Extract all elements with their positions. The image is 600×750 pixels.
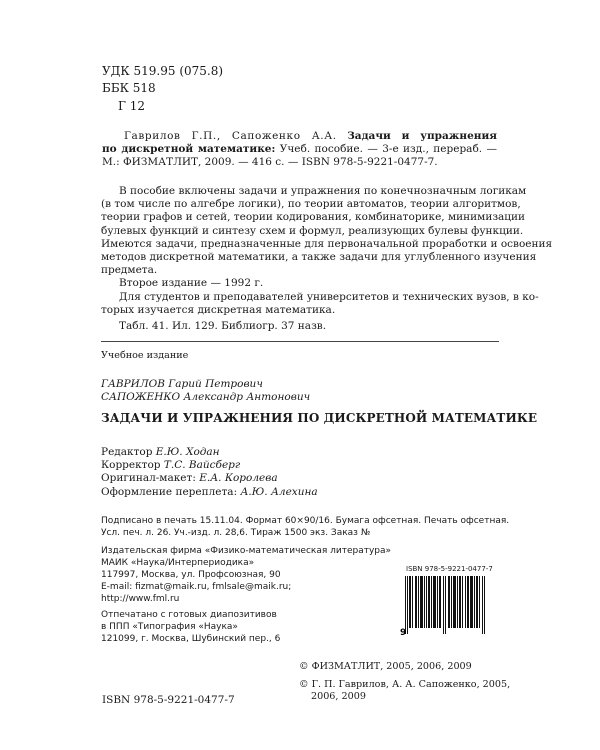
citation-title-2: по дискретной математике:: [102, 143, 276, 156]
author-2: [101, 391, 310, 404]
publisher-line: МАИК «Наука/Интерпериодика»: [101, 558, 255, 568]
abstract: [101, 185, 553, 333]
divider: [101, 341, 499, 342]
copyright-publisher: © ФИЗМАТЛИТ, 2005, 2006, 2009: [299, 661, 472, 672]
staff-row: Оригинал-макет: Е.А. Королева: [101, 472, 278, 485]
author-1-surname: ГАВРИЛОВ: [101, 378, 165, 390]
author-2-name: Александр Антонович: [183, 391, 311, 403]
print-line: Подписано в печать 15.11.04. Формат 60×90/16. Бумага офсетная. Печать офсетная.: [101, 516, 510, 526]
citation-rest-2: М.: ФИЗМАТЛИТ, 2009. — 416 с. — ISBN 978-5-9221-0477-7.: [102, 156, 438, 169]
printer-line: в ППП «Типография «Наука»: [101, 622, 238, 632]
abstract-line: предмета.: [101, 264, 158, 277]
abstract-line: методов дискретной математики, а также задачи для углубленного изучения: [101, 251, 537, 264]
printer-line: Отпечатано с готовых диапозитивов: [101, 610, 277, 620]
barcode: [399, 574, 497, 636]
stats: Табл. 41. Ил. 129. Библиогр. 37 назв.: [119, 320, 327, 333]
footer-isbn: ISBN 978-5-9221-0477-7: [102, 694, 235, 706]
staff-row: Редактор Е.Ю. Ходан: [101, 446, 220, 458]
citation-rest-1: Учеб. пособие. — 3-е изд., перераб. —: [279, 143, 497, 156]
author-2-surname: САПОЖЕНКО: [101, 391, 181, 403]
abstract-line: теории графов и сетей, теории кодирования, комбинаторике, минимизации: [101, 211, 526, 224]
abstract-line: Имеются задачи, предназначенные для первоначальной проработки и освоения: [101, 237, 553, 250]
print-line: Усл. печ. л. 26. Уч.-изд. л. 28,6. Тираж 1500 экз. Заказ №: [101, 528, 371, 538]
udk-code: УДК 519.95 (075.8): [102, 64, 224, 78]
author-1-name: Гарий Петрович: [168, 378, 263, 390]
publisher-info: [101, 545, 391, 605]
audience-line: торых изучается дискретная математика.: [101, 303, 336, 316]
citation-title-1: Задачи и упражнения: [347, 130, 497, 142]
publisher-line: 117997, Москва, ул. Профсоюзная, 90: [101, 570, 281, 580]
staff-row: Корректор Т.С. Вайсберг: [101, 459, 241, 472]
publisher-line: E-mail: fizmat@maik.ru, fmlsale@maik.ru;: [101, 582, 292, 592]
abstract-line: (в том числе по алгебре логики), по теории автоматов, теории алгоритмов,: [101, 198, 521, 211]
abstract-line: В пособие включены задачи и упражнения по конечнозначным логикам: [119, 185, 527, 197]
printer-line: 121099, г. Москва, Шубинский пер., 6: [101, 634, 281, 644]
abstract-line: булевых функций и синтезу схем и формул, реализующих булевы функции.: [101, 224, 524, 237]
author-mark: Г 12: [118, 99, 146, 113]
print-info: [101, 515, 509, 539]
barcode-isbn: ISBN 978-5-9221-0477-7: [406, 565, 493, 573]
edition-type: Учебное издание: [101, 350, 189, 361]
author-1: [101, 378, 263, 391]
citation: [102, 130, 497, 170]
publisher-line: Издательская фирма «Физико-математическая литература»: [101, 546, 392, 556]
copyright-authors: © Г. П. Гаврилов, А. А. Сапоженко, 2005, 2006, 2009: [299, 679, 511, 702]
citation-authors: Гаврилов Г.П., Сапоженко А.А.: [124, 130, 337, 142]
barcode-digit: 9: [400, 628, 407, 636]
bbk-code: ББК 518: [102, 81, 156, 95]
publisher-line: http://www.fml.ru: [101, 594, 180, 604]
printer-info: [101, 609, 280, 645]
book-title: ЗАДАЧИ И УПРАЖНЕНИЯ ПО ДИСКРЕТНОЙ МАТЕМАТИКЕ: [101, 411, 538, 425]
staff-list: [101, 446, 318, 499]
audience-line: Для студентов и преподавателей университетов и технических вузов, в ко-: [119, 290, 539, 303]
staff-row: Оформление переплета: А.Ю. Алехина: [101, 485, 318, 498]
second-edition: Второе издание — 1992 г.: [119, 277, 264, 290]
